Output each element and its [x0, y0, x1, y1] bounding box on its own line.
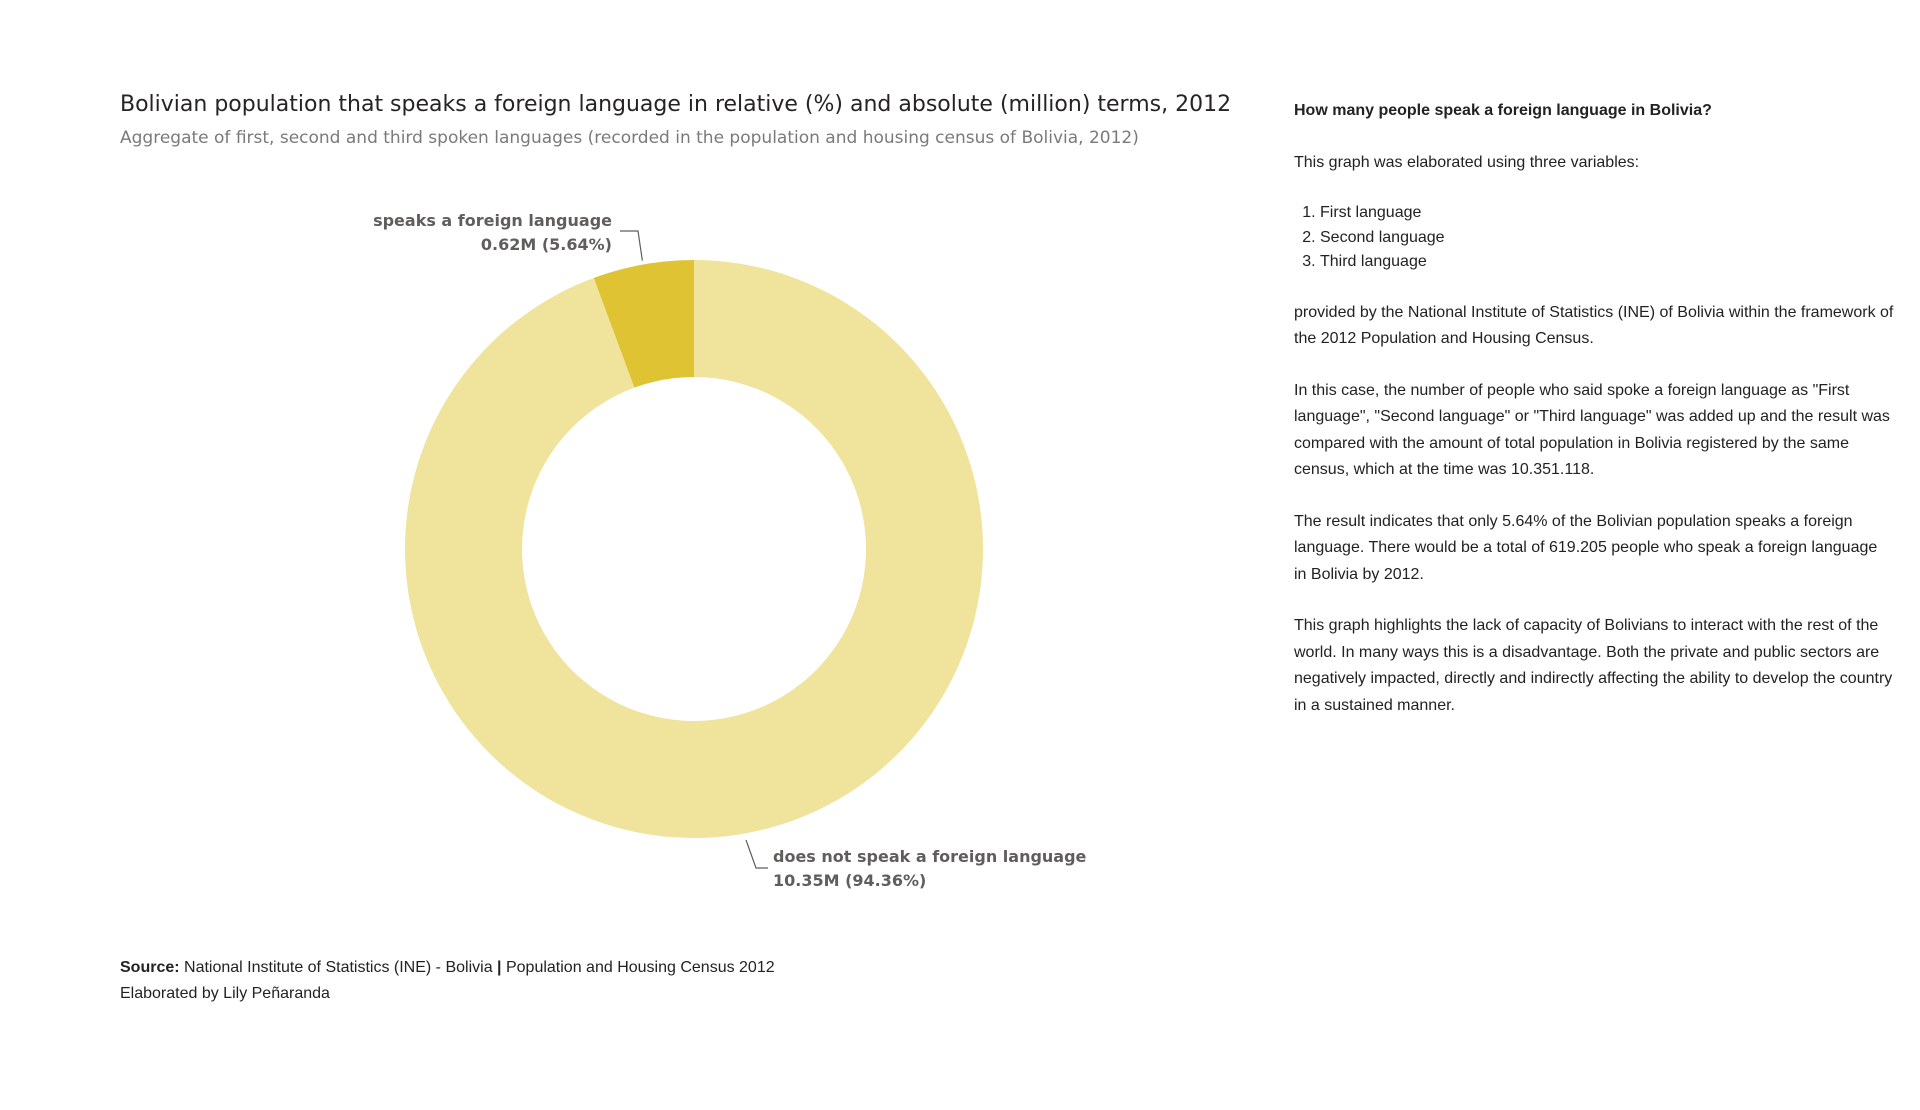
- panel-heading: How many people speak a foreign language in Bolivia?: [1294, 102, 1712, 119]
- slice-label-foreign-value: 0.62M (5.64%): [480, 235, 612, 254]
- panel-paragraph-1: provided by the National Institute of Statistics (INE) of Bolivia within the framework of the 2012 Population and Housing Census.: [1294, 303, 1894, 347]
- source-label: Source:: [120, 959, 180, 976]
- donut-slices: [405, 260, 983, 838]
- panel-paragraph-2: In this case, the number of people who said spoke a foreign language as "First language", "Second language" or "Third language" was added up and the result was compared with the amount of total population in Bolivia registered by the same census, which at the time was 10.351.118.: [1294, 381, 1890, 478]
- source-text-2: Population and Housing Census 2012: [505, 959, 775, 976]
- panel-intro: This graph was elaborated using three variables:: [1294, 153, 1640, 171]
- leader-line-non-foreign: [746, 840, 768, 868]
- explanation-panel: [1294, 98, 1894, 744]
- variable-item: 1. First language: [1320, 201, 1894, 226]
- source-text: National Institute of Statistics (INE) - Bolivia: [184, 959, 493, 976]
- leader-line-foreign: [620, 231, 642, 261]
- variable-item: 3. Third language: [1320, 250, 1894, 275]
- source-separator: |: [497, 959, 502, 976]
- chart-subtitle: Aggregate of first, second and third spoken languages (recorded in the population and housing census of Bolivia, 2012): [120, 128, 1139, 148]
- chart-title: Bolivian population that speaks a foreign language in relative (%) and absolute (million) terms, 2012: [120, 92, 1232, 117]
- slice-label-nonforeign-value: 10.35M (94.36%): [773, 871, 927, 890]
- slice-label-foreign-name: speaks a foreign language: [373, 211, 612, 230]
- variables-list: [1294, 201, 1894, 275]
- slice-label-nonforeign-name: does not speak a foreign language: [773, 847, 1087, 866]
- variable-item: 2. Second language: [1320, 226, 1894, 251]
- panel-paragraph-3: The result indicates that only 5.64% of the Bolivian population speaks a foreign language. There would be a total of 619.205 people who speak a foreign language in Bolivia by 2012.: [1294, 512, 1878, 583]
- source-line: [120, 955, 775, 981]
- source-note: [120, 955, 775, 1007]
- credit-line: Elaborated by Lily Peñaranda: [120, 985, 330, 1002]
- panel-paragraph-4: This graph highlights the lack of capacity of Bolivians to interact with the rest of the world. In many ways this is a disadvantage. Both the private and public sectors are negatively impacted, directly and indirectly affecting the ability to develop the country in a sustained manner.: [1294, 617, 1893, 714]
